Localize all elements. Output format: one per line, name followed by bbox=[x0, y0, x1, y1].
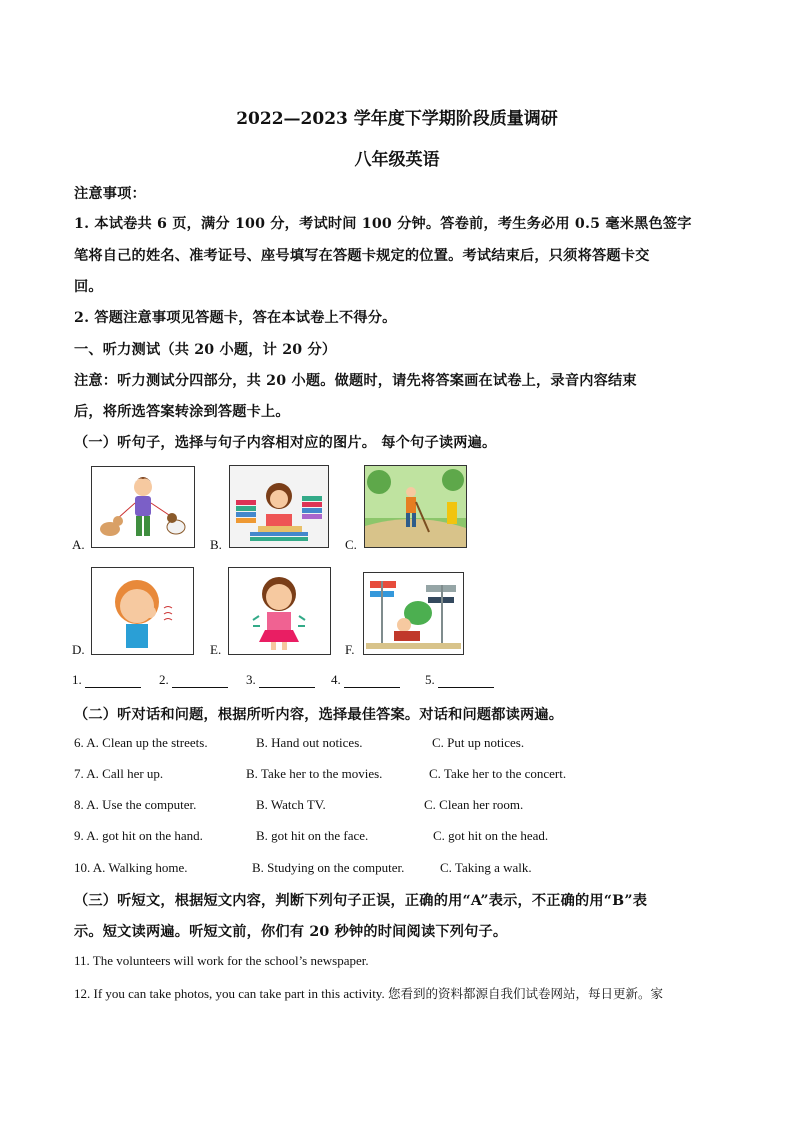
q8-option-b[interactable]: B. Watch TV. bbox=[256, 797, 326, 812]
part3-heading-line1: （三）听短文，根据短文内容，判断下列句子正误，正确的用“A”表示，不正确的用“B”表 bbox=[74, 893, 648, 909]
boy-fallen-signpost-icon bbox=[363, 572, 464, 655]
blank-4[interactable]: 4. bbox=[331, 672, 400, 688]
notes-item1-line3: 回。 bbox=[74, 279, 103, 295]
q9-option-a[interactable]: 9. A. got hit on the hand. bbox=[74, 828, 203, 843]
picture-label-f: F. bbox=[345, 642, 355, 657]
part3-heading-line2: 示。短文读两遍。听短文前，你们有 20 秒钟的时间阅读下列句子。 bbox=[74, 924, 508, 940]
q8-option-c[interactable]: C. Clean her room. bbox=[424, 797, 524, 812]
part1-heading: （一）听句子，选择与句子内容相对应的图片。 每个句子读两遍。 bbox=[74, 435, 497, 451]
notes-item1-line1: 1. 本试卷共 6 页，满分 100 分，考试时间 100 分钟。答卷前，考生务必用 0.5 毫米黑色签字 bbox=[74, 216, 692, 232]
q7-option-b[interactable]: B. Take her to the movies. bbox=[246, 766, 383, 781]
blank-5[interactable]: 5. bbox=[425, 672, 494, 688]
notes-item1-line2: 笔将自己的姓名、准考证号、座号填写在答题卡规定的位置。考试结束后，只须将答题卡交 bbox=[74, 248, 650, 264]
section1-note-line2: 后，将所选答案转涂到答题卡上。 bbox=[74, 404, 290, 420]
q7-option-c[interactable]: C. Take her to the concert. bbox=[429, 766, 567, 781]
person-sweeping-park-icon bbox=[364, 465, 467, 548]
q6-option-c[interactable]: C. Put up notices. bbox=[432, 735, 525, 750]
blank-2[interactable]: 2. bbox=[159, 672, 228, 688]
q12-statement: 12. If you can take photos, you can take part in this activity. 您看到的资料都源自我们试卷网站，每日更新。家 bbox=[74, 986, 663, 1001]
q7-option-a[interactable]: 7. A. Call her up. bbox=[74, 766, 164, 781]
girl-stomachache-icon bbox=[228, 567, 331, 655]
q8-option-a[interactable]: 8. A. Use the computer. bbox=[74, 797, 197, 812]
picture-label-b: B. bbox=[210, 537, 222, 552]
section1-heading: 一、听力测试（共 20 小题，计 20 分） bbox=[74, 342, 337, 358]
q9-option-c[interactable]: C. got hit on the head. bbox=[433, 828, 549, 843]
notes-item2: 2. 答题注意事项见答题卡，答在本试卷上不得分。 bbox=[74, 310, 397, 326]
notes-heading: 注意事项： bbox=[74, 186, 146, 202]
blank-1[interactable]: 1. bbox=[72, 672, 141, 688]
blank-3[interactable]: 3. bbox=[246, 672, 315, 688]
q6-option-a[interactable]: 6. A. Clean up the streets. bbox=[74, 735, 208, 750]
q10-option-a[interactable]: 10. A. Walking home. bbox=[74, 860, 188, 875]
q10-option-b[interactable]: B. Studying on the computer. bbox=[252, 860, 405, 875]
q9-option-b[interactable]: B. got hit on the face. bbox=[256, 828, 369, 843]
boy-walking-dogs-icon bbox=[91, 466, 195, 548]
picture-label-d: D. bbox=[72, 642, 85, 657]
picture-label-c: C. bbox=[345, 537, 357, 552]
picture-label-a: A. bbox=[72, 537, 85, 552]
picture-label-e: E. bbox=[210, 642, 222, 657]
part2-heading: （二）听对话和问题，根据所听内容，选择最佳答案。对话和问题都读两遍。 bbox=[74, 707, 564, 723]
q12-chinese-text: 您看到的资料都源自我们试卷网站，每日更新。家 bbox=[387, 986, 663, 1001]
exam-subtitle: 八年级英语 bbox=[354, 150, 440, 170]
q10-option-c[interactable]: C. Taking a walk. bbox=[440, 860, 532, 875]
q6-option-b[interactable]: B. Hand out notices. bbox=[256, 735, 363, 750]
section1-note-line1: 注意：听力测试分四部分，共 20 小题。做题时，请先将答案画在试卷上，录音内容结束 bbox=[74, 373, 637, 389]
girl-reading-books-icon bbox=[229, 465, 329, 548]
q11-statement: 11. The volunteers will work for the school’s newspaper. bbox=[74, 953, 369, 968]
girl-toothache-icon bbox=[91, 567, 194, 655]
exam-title: 2022—2023 学年度下学期阶段质量调研 bbox=[236, 109, 558, 129]
